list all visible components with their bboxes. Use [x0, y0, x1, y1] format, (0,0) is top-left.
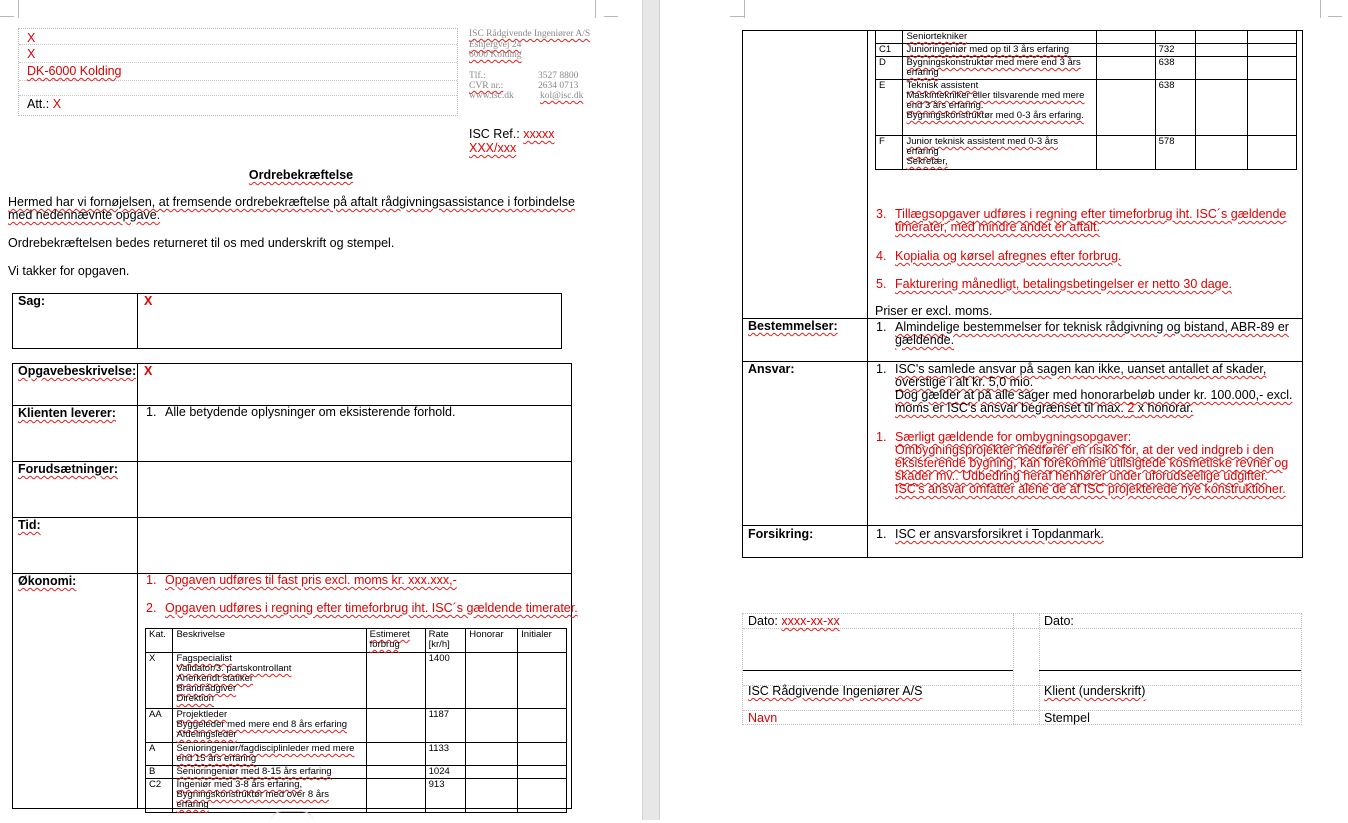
page-gutter	[642, 0, 660, 820]
rates-cell-honorar	[466, 779, 518, 813]
rates-cell-honorar	[1196, 57, 1248, 80]
thanks-text: Vi takker for opgaven.	[8, 264, 130, 278]
rates-cell-est	[1096, 31, 1155, 44]
rates-cell-desc: Senioringeniør/fagdisciplinleder med mere end 15 års erfaring	[173, 743, 366, 766]
rates-cell-kat: B	[146, 766, 173, 779]
rates-cell-est	[1096, 44, 1155, 57]
rates-cell-desc: Junior teknisk assistent med 0-3 års erfaring Sekretær,	[903, 136, 1096, 170]
opgave-value: X	[144, 364, 153, 378]
opgave-label: Opgavebeskrivelse:	[18, 364, 137, 378]
rates-cell-rate: 578	[1155, 136, 1196, 170]
rates-table-continued	[875, 30, 1297, 170]
rates-header-kat: Kat.	[146, 629, 173, 653]
rates-cell-rate: 638	[1155, 80, 1196, 136]
rates-cell-desc: Ingeniør med 3-8 års erfaring, Bygningskonstruktør med over 8 års erfaring	[173, 779, 366, 813]
sag-table	[12, 293, 562, 349]
rates-cell-honorar	[466, 766, 518, 779]
forudsaetninger-label: Forudsætninger:	[18, 462, 118, 476]
rates-cell-kat: E	[876, 80, 903, 136]
sig-date-left: Dato: xxxx-xx-xx	[748, 614, 840, 628]
footer-logo-stamp	[270, 811, 314, 823]
recipient-line-2: X	[27, 47, 36, 61]
rates-cell-desc: Fagspecialist Validator/3. partskontrollant Anerkendt statiker Brandrådgiver Direktion	[173, 653, 366, 709]
crop-mark	[595, 0, 596, 18]
company-tlf-label: Tlf.:	[469, 71, 486, 81]
ansvar-label: Ansvar:	[748, 362, 795, 376]
rates-cell-honorar	[1196, 136, 1248, 170]
rates-cell-desc: Senioringeniør med 8-15 års erfaring	[173, 766, 366, 779]
rates-cell-est	[1096, 57, 1155, 80]
rates-cell-rate: 913	[425, 779, 466, 813]
table-row	[876, 136, 1297, 170]
rates-cell-kat: F	[876, 136, 903, 170]
table-row	[146, 766, 567, 779]
rates-cell-honorar	[466, 709, 518, 743]
company-tlf: 3527 8800	[538, 71, 579, 81]
rates-cell-init	[1248, 44, 1297, 57]
rates-cell-rate: 638	[1155, 57, 1196, 80]
rates-header-initialer: Initialer	[518, 629, 567, 653]
crop-mark	[730, 16, 744, 17]
rates-cell-init	[1248, 31, 1297, 44]
rates-cell-honorar	[1196, 44, 1248, 57]
recipient-city: DK-6000 Kolding	[27, 64, 122, 78]
recipient-address-block	[18, 28, 458, 116]
terms-table: Seniortekniker C1 Junioringeniør med op til 3 års erfaring 732 D Bygningskonstruktør med mere end 3 års erfaring 638 E Teknisk assistent Maskintekniker eller tilsvarende med mere end 3 års erfaring. Bygningskonstruktør med 0-3 års erfaring. 638 F Junior teknisk assistent med 0-3 års erfaring Sekretær, 578 3. Tillægsopgaver udføres i regning efter timeforbrug iht. ISC´s gældende timerater, med mindre andet er aftalt. 4. Kopialia og kørsel afregnes efter forbrug. 5. Fakturering månedligt, betalingsbetingelser er netto 30 dage. Priser er excl. moms. Bestemmelser: 1. Almindelige bestemmelser for teknisk rådgivning og bistand, ABR-89 er gældende. Ansvar: 1. ISC's samlede ansvar på sagen kan ikke, uanset antallet af skader, overstige i alt kr. 5,0 mio. Dog gælder at på alle sager med honorarbeløb under kr. 100.000,- excl. moms er ISC's ansvar begrænset til max. 2 x honorar. 1. Særligt gældende for ombygningsopgaver: Ombygningsprojekter medfører en risiko for, at der ved indgreb i den eksisterende bygning, kan forekomme utilsigtede kosmetiske revner og skader mv.. Udbedring heraf henhører under uforudseelige udgifter. ISC's ansvar omfatter alene de af ISC projekterede nye konstruktioner. Forsikring: 1. ISC er ansvarsforsikret i Topdanmark.	[742, 30, 1303, 558]
prices-note: Priser er excl. moms.	[875, 304, 993, 318]
rates-cell-est	[366, 653, 425, 709]
rates-cell-rate: 1187	[425, 709, 466, 743]
rates-cell-desc: Seniortekniker	[903, 31, 1096, 44]
rates-cell-kat	[876, 31, 903, 44]
rates-cell-est	[1096, 80, 1155, 136]
company-name: ISC Rådgivende Ingeniører A/S	[469, 29, 591, 39]
rates-header-rate: Rate [kr/h]	[425, 629, 466, 653]
crop-mark	[744, 0, 745, 18]
rates-cell-rate	[1155, 31, 1196, 44]
rates-cell-rate: 1400	[425, 653, 466, 709]
rates-cell-honorar	[466, 743, 518, 766]
company-cvr-label: CVR nr.:	[469, 81, 504, 91]
rates-cell-est	[366, 779, 425, 813]
rates-header-estimeret: Estimeret forbrug	[366, 629, 425, 653]
company-city: 6000 Kolding	[469, 50, 522, 60]
rates-cell-honorar	[1196, 80, 1248, 136]
rates-cell-kat: AA	[146, 709, 173, 743]
table-row	[876, 31, 1297, 44]
sag-label: Sag:	[18, 294, 46, 308]
rates-cell-desc: Projektleder Byggeleder med mere end 8 års erfaring Afdelingsleder	[173, 709, 366, 743]
rates-cell-kat: D	[876, 57, 903, 80]
page-2	[660, 0, 1348, 820]
rates-cell-est	[366, 709, 425, 743]
rates-cell-honorar	[466, 653, 518, 709]
company-web: www.isc.dk	[469, 91, 514, 101]
sig-stamp: Stempel	[1044, 711, 1090, 725]
rates-cell-est	[366, 766, 425, 779]
rates-cell-desc: Junioringeniør med op til 3 års erfaring	[903, 44, 1096, 57]
rates-cell-init	[518, 653, 567, 709]
company-street: Eshjergvej 24	[469, 40, 522, 50]
rates-cell-init	[518, 709, 567, 743]
sig-company: ISC Rådgivende Ingeniører A/S	[748, 684, 923, 698]
rates-table	[145, 628, 567, 813]
company-cvr: 2634 0713	[538, 81, 579, 91]
crop-mark	[0, 16, 14, 17]
rates-header-beskrivelse: Beskrivelse	[173, 629, 366, 653]
crop-mark	[1320, 0, 1321, 18]
rates-cell-desc: Bygningskonstruktør med mere end 3 års erfaring	[903, 57, 1096, 80]
isc-reference-2: XXX/xxx	[469, 141, 517, 155]
isc-reference: ISC Ref.: xxxxx	[469, 127, 555, 141]
rates-header-row	[146, 629, 567, 653]
tid-label: Tid:	[18, 518, 41, 532]
table-row	[876, 57, 1297, 80]
page-1	[0, 0, 642, 820]
sig-name: Navn	[748, 711, 778, 725]
bestemmelser-label: Bestemmelser:	[748, 319, 838, 333]
document-title: Ordrebekræftelse	[248, 168, 354, 182]
rates-cell-desc: Teknisk assistent Maskintekniker eller tilsvarende med mere end 3 års erfaring. Bygningskonstruktør med 0-3 års erfaring.	[903, 80, 1096, 136]
rates-cell-rate: 732	[1155, 44, 1196, 57]
rates-cell-kat: C2	[146, 779, 173, 813]
sig-client: Klient (underskrift)	[1044, 684, 1146, 698]
crop-mark	[604, 16, 618, 17]
rates-cell-init	[1248, 57, 1297, 80]
rates-cell-kat: A	[146, 743, 173, 766]
okonomi-label: Økonomi:	[18, 574, 77, 588]
rates-cell-rate: 1024	[425, 766, 466, 779]
crop-mark	[1328, 16, 1342, 17]
table-row	[146, 709, 567, 743]
task-table: Opgavebeskrivelse: X Klienten leverer: 1. Alle betydende oplysninger om eksisterende forhold. Forudsætninger: Tid: Økonomi: 1. Opgaven udføres til fast pris excl. moms kr. xxx.xxx,- 2. Opgaven udføres i regning efter timeforbrug iht. ISC´s gældende timerater. Kat. Beskrivelse Estimeret forbrug Rate [kr/h] Honorar Initialer X Fagspecialist Validator/3. partskontrollant Anerkendt statiker Brandrådgiver Direktion 1400 AA Projektleder Byggeleder med mere end 8 års erfaring Afdelingsleder 1187 A Senioringeniør/fagdisciplinleder med mere end 15 års erfaring 1133 B Senioringeniør med 8-15 års erfaring 1024 C2 Ingeniør med 3-8 års erfaring, Bygningskonstruktør med over 8 års erfaring 913	[12, 363, 572, 809]
intro-paragraph: Hermed har vi fornøjelsen, at fremsende ordrebekræftelse på aftalt rådgivningsassistance i forbindelse med nedennævnte opgave.	[8, 195, 575, 222]
rates-cell-est	[366, 743, 425, 766]
recipient-att: Att.: X	[27, 97, 62, 111]
rates-cell-init	[518, 743, 567, 766]
sig-date-right: Dato:	[1044, 614, 1074, 628]
company-email: kol@isc.dk	[540, 91, 584, 101]
table-row	[146, 653, 567, 709]
rates-cell-honorar	[1196, 31, 1248, 44]
crop-mark	[18, 0, 19, 18]
table-row	[876, 44, 1297, 57]
rates-cell-init	[518, 766, 567, 779]
signature-table	[742, 613, 1302, 725]
forsikring-label: Forsikring:	[748, 527, 814, 541]
table-row	[146, 743, 567, 766]
rates-cell-init	[518, 779, 567, 813]
return-instructions: Ordrebekræftelsen bedes returneret til os med underskrift og stempel.	[8, 236, 395, 250]
rates-cell-kat: C1	[876, 44, 903, 57]
rates-cell-init	[1248, 136, 1297, 170]
klient-label: Klienten leverer:	[18, 406, 116, 420]
rates-cell-est	[1096, 136, 1155, 170]
recipient-line-1: X	[27, 31, 36, 45]
rates-header-honorar: Honorar	[466, 629, 518, 653]
rates-cell-rate: 1133	[425, 743, 466, 766]
sag-value: X	[144, 294, 153, 308]
rates-cell-init	[1248, 80, 1297, 136]
table-row	[146, 779, 567, 813]
table-row	[876, 80, 1297, 136]
rates-cell-kat: X	[146, 653, 173, 709]
